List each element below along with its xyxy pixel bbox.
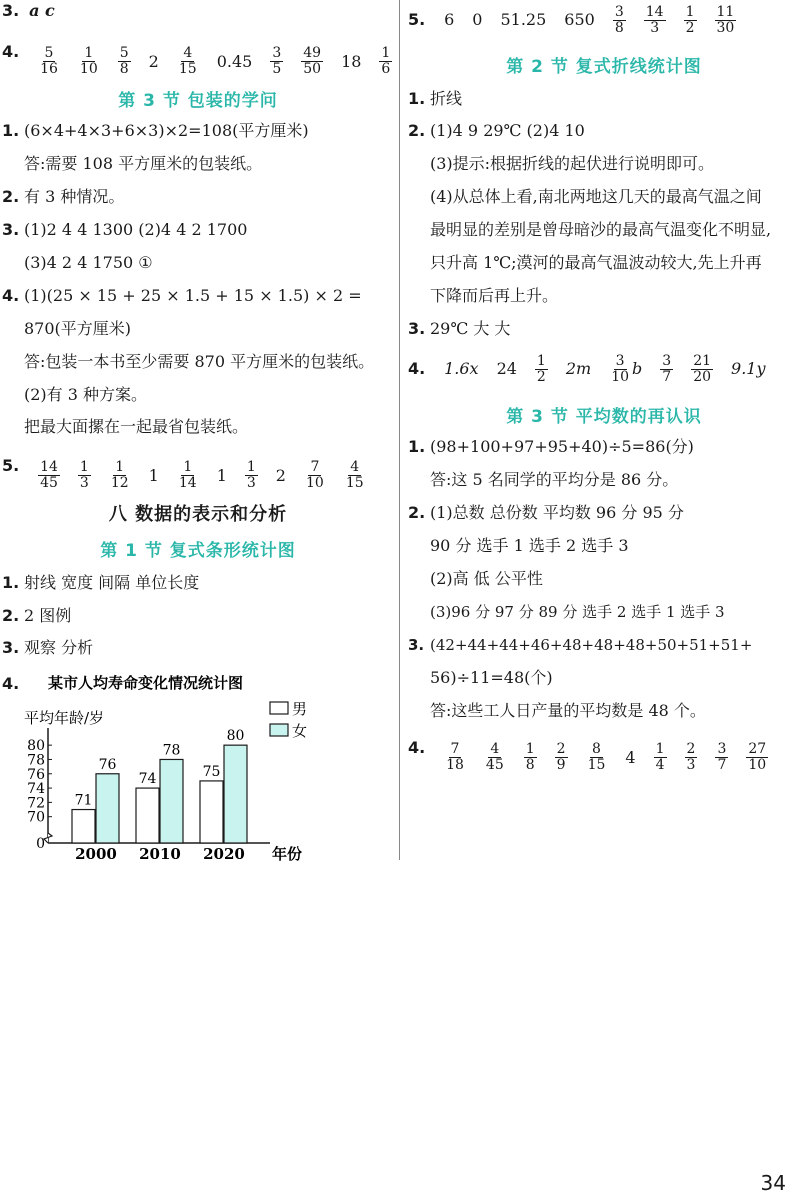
s1-answer-3 — [2, 637, 93, 659]
answer-text: 答:需要 108 平方厘米的包装纸。 — [24, 154, 263, 173]
chart-bar-male-2000 — [72, 810, 95, 843]
s3-answer-1 — [2, 120, 309, 142]
numerator: 1 — [685, 3, 695, 20]
fraction — [746, 742, 768, 773]
numerator: 7 — [310, 459, 320, 475]
chart-y-tick-label: 74 — [27, 781, 45, 798]
denominator: 2 — [685, 19, 695, 36]
answer-text: 下降而后再上升。 — [430, 286, 559, 305]
answer-text: 答:这些工人日产量的平均数是 48 个。 — [430, 701, 706, 720]
numerator: 1 — [115, 459, 125, 475]
answer-text: 56)÷11=48(个) — [430, 668, 553, 687]
chart-y-tick-label: 0 — [36, 836, 45, 852]
answer-text: 把最大面摞在一起最省包装纸。 — [24, 417, 249, 436]
answer-text: (3)96 分 97 分 89 分 选手 2 选手 1 选手 3 — [430, 603, 725, 621]
numerator: 11 — [716, 3, 735, 20]
numerator: 3 — [717, 741, 727, 757]
section-title-bar-chart: 第 1 节 复式条形统计图 — [100, 541, 296, 561]
denominator: 2 — [536, 368, 546, 385]
question-number: 1. — [2, 121, 20, 140]
s2-answer-1 — [408, 88, 462, 110]
denominator: 10 — [748, 757, 767, 773]
fraction — [38, 46, 60, 77]
question-number: 4. — [2, 674, 20, 693]
numerator: 4 — [183, 45, 193, 61]
chart-legend-label: 男 — [292, 700, 308, 718]
answer-text: 2 图例 — [24, 606, 72, 625]
fraction — [684, 5, 697, 36]
chart-x-axis-label: 年份 — [272, 845, 303, 863]
question-number: 4. — [408, 359, 426, 378]
answer-token: 2 — [148, 51, 159, 71]
numerator: 1 — [183, 459, 193, 475]
numerator: 3 — [614, 3, 624, 20]
numerator: 1 — [655, 741, 665, 757]
fraction — [344, 460, 366, 491]
numerator: 3 — [662, 352, 672, 369]
s3r-answer-1 — [408, 436, 694, 458]
section-title-average: 第 3 节 平均数的再认识 — [506, 407, 702, 427]
s3r-answer-4 — [408, 730, 777, 776]
numerator: 14 — [40, 459, 58, 475]
numerator: 49 — [303, 45, 322, 61]
question-number: 3. — [2, 638, 20, 657]
answer-text: (42+44+44+46+48+48+48+50+51+51+ — [430, 636, 753, 654]
fraction — [715, 742, 728, 773]
answer-token: 1 — [148, 465, 159, 485]
fraction — [586, 742, 608, 773]
chart-bar-female-2010 — [160, 759, 183, 843]
answer-4-top — [2, 34, 401, 80]
chart-y-tick-label: 72 — [27, 795, 45, 812]
answer-text: (4)从总体上看,南北两地这几天的最高气温之间 — [430, 187, 762, 206]
answer-text: 观察 分析 — [24, 638, 94, 657]
fraction — [715, 5, 737, 36]
question-number: 2. — [2, 187, 20, 206]
answer-text: 只升高 1℃;漠河的最高气温波动较大,先上升再 — [430, 253, 762, 272]
fraction — [654, 742, 667, 773]
fraction — [270, 46, 283, 77]
numerator: 4 — [350, 459, 360, 475]
page-number: 34 — [760, 1171, 786, 1195]
answer-text: 折线 — [430, 89, 463, 108]
fraction — [38, 460, 60, 491]
chart-y-tick-label: 78 — [27, 752, 45, 769]
answer-text: (3)4 2 4 1750 ① — [24, 253, 153, 272]
denominator: 10 — [305, 475, 324, 491]
denominator: 15 — [178, 61, 197, 77]
denominator: 16 — [40, 61, 58, 77]
fraction — [609, 354, 631, 385]
question-number: 2. — [2, 606, 20, 625]
answer-items — [29, 458, 375, 494]
chart-data-label: 74 — [138, 771, 157, 788]
answer-text: 90 分 选手 1 选手 2 选手 3 — [430, 536, 629, 555]
fraction — [660, 354, 673, 385]
answer-token: 0.45 — [216, 51, 253, 71]
question-number: 1. — [408, 89, 426, 108]
numerator: 14 — [645, 3, 664, 20]
chart-data-label: 75 — [202, 763, 221, 780]
denominator: 15 — [587, 757, 606, 773]
answer-token: 1.6x — [444, 359, 479, 378]
question-number: 5. — [408, 10, 426, 29]
fraction — [535, 354, 548, 385]
life-expectancy-chart — [20, 668, 320, 866]
numerator: 3 — [272, 45, 282, 61]
answer-items — [435, 2, 745, 38]
denominator: 14 — [178, 475, 197, 491]
answer-3-top — [2, 0, 55, 22]
denominator: 9 — [556, 757, 566, 773]
chart-x-tick-label: 2000 — [75, 845, 117, 863]
denominator: 30 — [716, 19, 735, 36]
question-number: 3. — [408, 319, 426, 338]
answer-text: (98+100+97+95+40)÷5=86(分) — [430, 437, 694, 456]
answer-token: 51.25 — [500, 10, 547, 29]
answer-text: 870(平方厘米) — [24, 319, 132, 338]
answer-text: (2)高 低 公平性 — [430, 569, 543, 588]
numerator: 5 — [44, 45, 54, 61]
denominator: 3 — [79, 475, 89, 491]
fraction — [644, 5, 666, 36]
numerator: 4 — [490, 741, 500, 757]
answer-token: 2 — [275, 465, 286, 485]
numerator: 3 — [615, 352, 625, 369]
answer-token: 0 — [472, 10, 483, 29]
answer-text: a c — [29, 1, 55, 20]
section-title-packaging: 第 3 节 包装的学问 — [118, 91, 278, 111]
fraction — [118, 46, 131, 77]
numerator: 1 — [525, 741, 535, 757]
denominator: 7 — [717, 757, 727, 773]
chart-bar-male-2010 — [136, 788, 159, 843]
answer-text: (6×4+4×3+6×3)×2=108(平方厘米) — [24, 121, 309, 140]
chart-data-label: 71 — [74, 792, 93, 809]
numerator: 2 — [556, 741, 566, 757]
question-number: 1. — [2, 573, 20, 592]
denominator: 10 — [79, 61, 98, 77]
question-number: 3. — [2, 1, 20, 20]
question-number: 4. — [408, 738, 426, 757]
question-number: 1. — [408, 437, 426, 456]
answer-5-top — [408, 2, 745, 38]
answer-token: 9.1y — [731, 359, 766, 378]
fraction — [177, 46, 199, 77]
s3r-answer-2 — [408, 502, 684, 524]
s3-answer-2 — [2, 186, 124, 208]
denominator: 12 — [110, 475, 129, 491]
fraction — [444, 742, 466, 773]
denominator: 50 — [303, 61, 322, 77]
denominator: 18 — [446, 757, 464, 773]
chart-x-tick-label: 2020 — [203, 845, 245, 863]
answer-items — [29, 44, 401, 80]
s2-answer-3 — [408, 318, 510, 340]
chart-x-tick-label: 2010 — [139, 845, 181, 863]
answer-token: 4 — [625, 747, 636, 767]
answer-text: (1)总数 总份数 平均数 96 分 95 分 — [430, 503, 684, 522]
denominator: 6 — [381, 61, 391, 77]
denominator: 8 — [525, 757, 535, 773]
chapter-title: 八 数据的表示和分析 — [108, 504, 288, 525]
denominator: 5 — [272, 61, 282, 77]
denominator: 7 — [662, 368, 672, 385]
numerator: 1 — [381, 45, 391, 61]
chart-bar-female-2000 — [96, 774, 119, 843]
fraction — [555, 742, 568, 773]
fraction — [484, 742, 506, 773]
answer-token: 1 — [216, 465, 227, 485]
chart-title: 某市人均寿命变化情况统计图 — [48, 674, 244, 692]
fraction — [78, 460, 91, 491]
answer-text: (1)2 4 4 1300 (2)4 4 2 1700 — [24, 220, 248, 239]
chart-legend-swatch — [270, 724, 288, 736]
answer-text: (2)有 3 种方案。 — [24, 385, 148, 404]
fraction — [685, 742, 698, 773]
question-number: 4. — [2, 286, 20, 305]
s2-answer-4 — [408, 351, 775, 387]
fraction — [245, 460, 258, 491]
numerator: 8 — [592, 741, 601, 757]
answer-text: 最明显的差别是曾母暗沙的最高气温变化不明显, — [430, 220, 772, 239]
fraction — [78, 46, 100, 77]
question-number: 2. — [408, 503, 426, 522]
fraction — [379, 46, 392, 77]
s3-answer-3 — [2, 219, 247, 241]
answer-text: 有 3 种情况。 — [24, 187, 125, 206]
denominator: 8 — [119, 61, 129, 77]
answer-token: 24 — [496, 359, 517, 378]
chart-legend — [270, 700, 307, 740]
fraction — [613, 5, 626, 36]
fraction — [109, 460, 131, 491]
fraction — [524, 742, 537, 773]
answer-items — [435, 740, 777, 776]
denominator: 8 — [614, 19, 624, 36]
chart-legend-label: 女 — [292, 722, 308, 740]
numerator: 1 — [536, 352, 546, 369]
answer-token: 650 — [564, 10, 595, 29]
numerator: 1 — [246, 459, 256, 475]
answer-token: 6 — [444, 10, 455, 29]
numerator: 1 — [79, 459, 89, 475]
numerator: 7 — [450, 741, 460, 757]
fraction-suffix: b — [632, 359, 643, 378]
column-divider — [399, 0, 400, 860]
fraction — [691, 354, 713, 385]
section-title-line-chart: 第 2 节 复式折线统计图 — [506, 57, 702, 77]
numerator: 1 — [84, 45, 94, 61]
numerator: 21 — [693, 352, 712, 369]
answer-items — [435, 351, 774, 387]
chart-data-label: 80 — [226, 728, 245, 745]
denominator: 4 — [655, 757, 665, 773]
chart-bar-male-2020 — [200, 781, 223, 843]
s2-answer-2 — [408, 120, 585, 142]
answer-text: 答:包装一本书至少需要 870 平方厘米的包装纸。 — [24, 352, 375, 371]
denominator: 15 — [345, 475, 364, 491]
chart-y-tick-label: 80 — [27, 738, 45, 755]
denominator: 3 — [246, 475, 256, 491]
chart-y-tick-label: 76 — [27, 766, 45, 783]
chart-y-axis-label: 平均年龄/岁 — [24, 709, 105, 727]
answer-token: 18 — [341, 51, 362, 71]
s1-answer-1 — [2, 572, 199, 594]
chart-bar-female-2020 — [224, 745, 247, 843]
s3-answer-5 — [2, 448, 375, 494]
question-number: 3. — [2, 220, 20, 239]
answer-text: 射线 宽度 间隔 单位长度 — [24, 573, 200, 592]
denominator: 3 — [650, 19, 660, 36]
fraction — [177, 460, 199, 491]
numerator: 27 — [748, 741, 767, 757]
chart-y-tick-label: 70 — [27, 809, 45, 826]
question-number: 3. — [408, 636, 425, 654]
denominator: 45 — [485, 757, 504, 773]
answer-text: (1)4 9 29℃ (2)4 10 — [430, 121, 585, 140]
fraction — [301, 46, 323, 77]
chart-data-label: 76 — [98, 756, 117, 773]
answer-text: (1)(25 × 15 + 25 × 1.5 + 15 × 1.5) × 2 = — [24, 286, 362, 305]
answer-text: 29℃ 大 大 — [430, 319, 511, 338]
chart-data-label: 78 — [162, 742, 181, 759]
chart-axis-break — [44, 833, 52, 843]
denominator: 10 — [611, 368, 630, 385]
question-number: 4. — [2, 42, 20, 61]
answer-token: 2m — [565, 359, 592, 378]
answer-text: 答:这 5 名同学的平均分是 86 分。 — [430, 470, 679, 489]
fraction — [304, 460, 326, 491]
answer-text: (3)提示:根据折线的起伏进行说明即可。 — [430, 154, 715, 173]
s1-answer-2 — [2, 605, 71, 627]
denominator: 20 — [693, 368, 712, 385]
s3r-answer-3 — [408, 634, 752, 656]
denominator: 45 — [40, 475, 58, 491]
denominator: 3 — [686, 757, 696, 773]
question-number: 5. — [2, 456, 20, 475]
chart-legend-swatch — [270, 702, 288, 714]
numerator: 2 — [686, 741, 696, 757]
numerator: 5 — [119, 45, 129, 61]
question-number: 2. — [408, 121, 426, 140]
s3-answer-4 — [2, 285, 362, 307]
